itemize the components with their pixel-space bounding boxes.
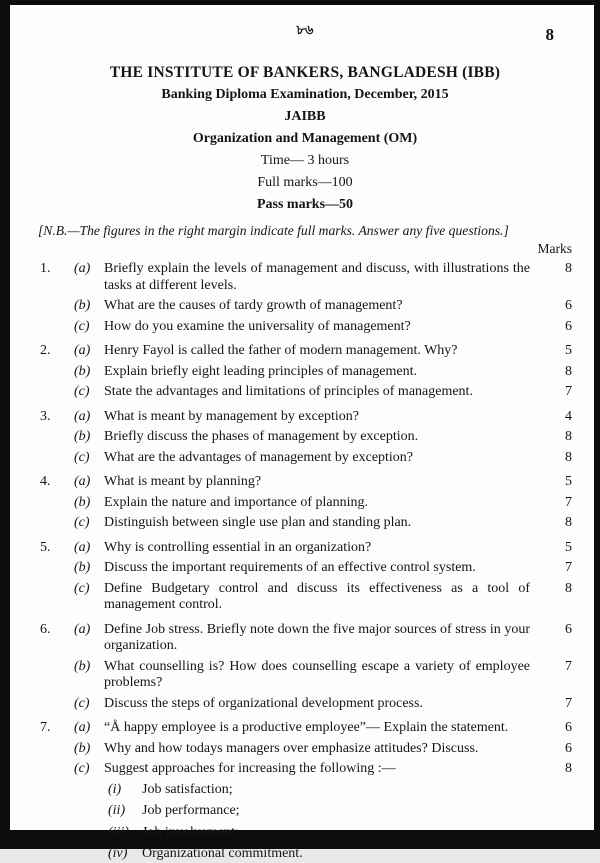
questions-list [38, 261, 572, 863]
part-marks: 6 [565, 318, 572, 334]
full-marks: Full marks—100 [257, 175, 353, 190]
question-subitem-row [38, 782, 572, 799]
part-text: State the advantages and limitations of principles of management. [104, 384, 473, 400]
part-label: (b) [74, 658, 91, 674]
subitem-text: Job satisfaction; [142, 781, 233, 797]
question-part-row [38, 696, 572, 713]
question-block [38, 261, 572, 335]
question-subitem-row [38, 825, 572, 842]
exam-title: Banking Diploma Examination, December, 2015 [161, 87, 449, 102]
part-marks: 8 [565, 429, 572, 445]
part-label: (c) [74, 761, 90, 777]
part-label: (a) [74, 720, 91, 736]
part-label: (b) [74, 494, 91, 510]
question-number: 1. [40, 261, 51, 276]
question-number: 7. [40, 720, 51, 736]
part-marks: 8 [565, 580, 572, 596]
question-part-row [38, 495, 572, 512]
top-row [38, 15, 572, 49]
part-label: (b) [74, 363, 91, 379]
subitem-label: (ii) [108, 803, 126, 819]
part-text: Henry Fayol is called the father of modern management. Why? [104, 343, 458, 359]
question-part-row [38, 261, 572, 294]
part-marks: 8 [565, 363, 572, 379]
part-text: Why is controlling essential in an organization? [104, 539, 372, 555]
part-label: (a) [74, 261, 91, 276]
part-marks: 5 [565, 539, 572, 555]
question-part-row [38, 540, 572, 557]
question-block [38, 720, 572, 863]
question-part-row [38, 384, 572, 401]
part-text: Distinguish between single use plan and standing plan. [104, 515, 412, 531]
part-text: Explain briefly eight leading principles of management. [104, 363, 417, 379]
question-block [38, 622, 572, 713]
question-part-row [38, 450, 572, 467]
question-part-row [38, 298, 572, 315]
question-number: 2. [40, 343, 51, 359]
question-block [38, 409, 572, 467]
question-part-row [38, 364, 572, 381]
part-label: (c) [74, 384, 90, 400]
time-allowed: Time— 3 hours [260, 153, 350, 168]
part-marks: 7 [565, 384, 572, 400]
part-text: Discuss the steps of organizational development process. [104, 695, 423, 711]
nb-notice: [N.B.—The figures in the right margin indicate full marks. Answer any five questions.] [38, 223, 509, 238]
subitem-text: Organizational commitment. [142, 846, 303, 862]
part-label: (b) [74, 429, 91, 445]
question-part-row [38, 761, 572, 778]
part-text: Define Budgetary control and discuss its effectiveness as a tool of management control. [104, 580, 530, 613]
part-marks: 6 [565, 621, 572, 637]
scan-frame-right [594, 0, 600, 849]
part-marks: 6 [565, 298, 572, 314]
part-label: (a) [74, 474, 91, 490]
bengali-page-mark: ৮৬ [296, 22, 314, 37]
pass-marks: Pass marks—50 [256, 197, 354, 212]
question-block [38, 540, 572, 614]
page-content [10, 5, 594, 862]
marks-column-header: Marks [537, 241, 572, 256]
part-text: What is meant by planning? [104, 474, 262, 490]
page-number: 8 [545, 25, 554, 44]
part-marks: 5 [565, 474, 572, 490]
part-marks: 7 [565, 658, 572, 674]
part-label: (b) [74, 740, 91, 756]
subject-title: Organization and Management (OM) [192, 131, 418, 146]
part-text: Define Job stress. Briefly note down the five major sources of stress in your organization. [104, 621, 530, 654]
part-marks: 8 [565, 515, 572, 531]
part-label: (c) [74, 580, 90, 596]
question-part-row [38, 741, 572, 758]
question-part-row [38, 659, 572, 692]
question-block [38, 343, 572, 401]
question-block [38, 474, 572, 532]
question-part-row [38, 560, 572, 577]
part-marks: 5 [565, 343, 572, 359]
part-label: (a) [74, 539, 91, 555]
part-label: (b) [74, 560, 91, 576]
part-text: Briefly explain the levels of management and discuss, with illustrations the tasks at different levels. [104, 261, 530, 293]
part-text: Suggest approaches for increasing the following :— [104, 761, 396, 777]
question-part-row [38, 720, 572, 737]
question-part-row [38, 581, 572, 614]
question-number: 5. [40, 539, 51, 555]
part-text: What counselling is? How does counselling escape a variety of employee problems? [104, 658, 530, 691]
part-label: (c) [74, 318, 90, 334]
part-text: Briefly discuss the phases of management by exception. [104, 429, 419, 445]
subitem-label: (i) [108, 781, 122, 797]
part-marks: 8 [565, 261, 572, 276]
part-marks: 7 [565, 494, 572, 510]
subitem-label: (iii) [108, 824, 129, 840]
program-name: JAIBB [284, 109, 326, 124]
question-part-row [38, 474, 572, 491]
question-number: 4. [40, 474, 51, 490]
subitem-label: (iv) [108, 846, 128, 862]
subitem-text: Job involvement; [142, 824, 239, 840]
question-part-row [38, 515, 572, 532]
part-marks: 4 [565, 408, 572, 424]
part-marks: 7 [565, 560, 572, 576]
part-label: (a) [74, 343, 91, 359]
part-label: (a) [74, 621, 91, 637]
part-text: Discuss the important requirements of an effective control system. [104, 560, 476, 576]
part-label: (c) [74, 449, 90, 465]
part-marks: 8 [565, 449, 572, 465]
part-text: Explain the nature and importance of planning. [104, 494, 368, 510]
exam-header [38, 63, 572, 214]
part-label: (c) [74, 695, 90, 711]
subitem-text: Job performance; [142, 803, 240, 819]
question-number: 3. [40, 408, 51, 424]
part-marks: 6 [565, 720, 572, 736]
part-text: What are the causes of tardy growth of management? [104, 298, 403, 314]
question-subitem-row [38, 846, 572, 863]
part-text: Why and how todays managers over emphasize attitudes? Discuss. [104, 740, 479, 756]
part-marks: 6 [565, 740, 572, 756]
question-part-row [38, 319, 572, 336]
part-label: (a) [74, 408, 91, 424]
part-text: What are the advantages of management by exception? [104, 449, 414, 465]
part-label: (b) [74, 298, 91, 314]
scan-frame-left [0, 0, 10, 849]
part-text: What is meant by management by exception? [104, 408, 360, 424]
question-subitem-row [38, 803, 572, 820]
part-marks: 7 [565, 695, 572, 711]
part-label: (c) [74, 515, 90, 531]
part-text: How do you examine the universality of management? [104, 318, 411, 334]
institute-title: THE INSTITUTE OF BANKERS, BANGLADESH (IBB) [109, 64, 501, 81]
question-number: 6. [40, 621, 51, 637]
question-part-row [38, 409, 572, 426]
part-text: “Å happy employee is a productive employee”— Explain the statement. [104, 720, 509, 736]
question-part-row [38, 429, 572, 446]
question-part-row [38, 343, 572, 360]
part-marks: 8 [565, 761, 572, 777]
question-part-row [38, 622, 572, 655]
